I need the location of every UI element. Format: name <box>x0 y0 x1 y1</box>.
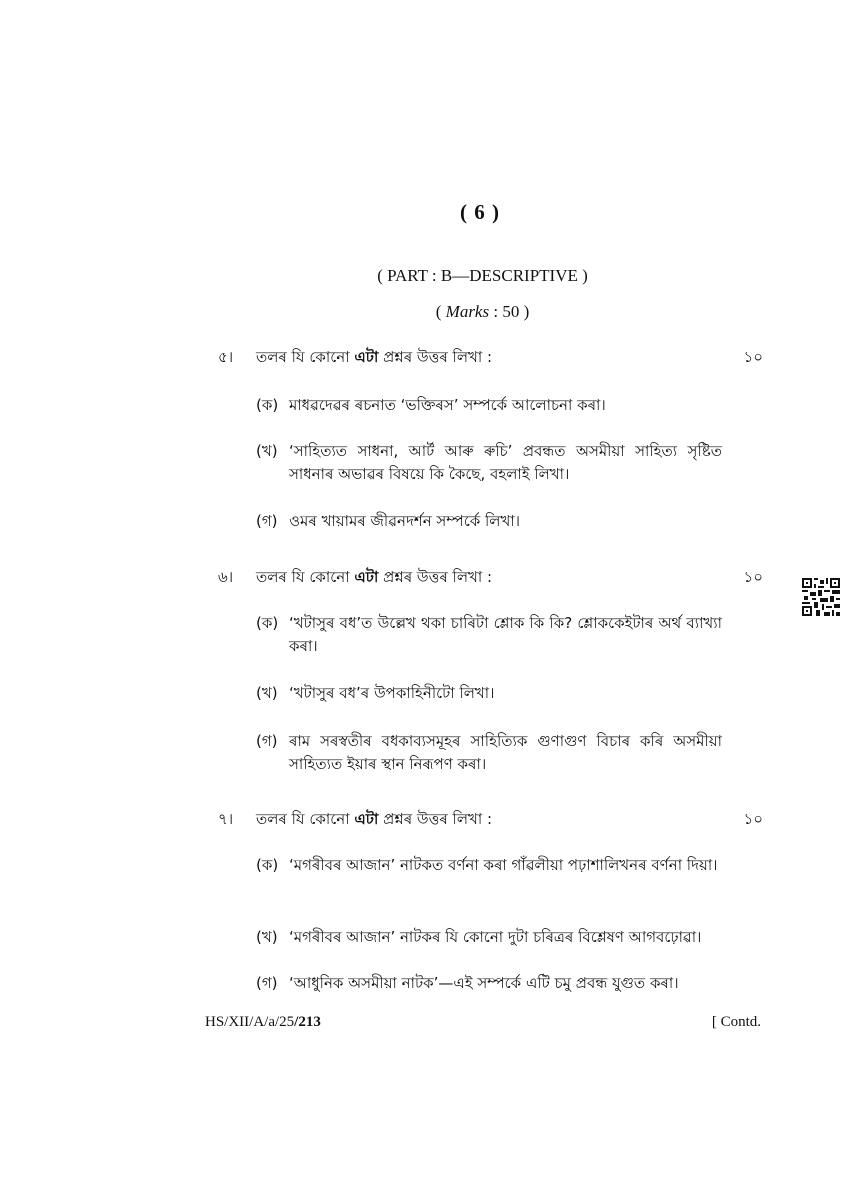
option-7c: (গ) ‘আধুনিক অসমীয়া নাটক’—এই সম্পৰ্কে এটি চমু প্ৰবন্ধ যুগুত কৰা। <box>256 974 679 992</box>
part-title: ( PART : B—DESCRIPTIVE ) <box>377 266 588 285</box>
question-number: ৭। <box>218 810 234 828</box>
question-5 <box>218 346 763 371</box>
page-number: ( 6 ) <box>460 200 500 224</box>
option-6a: (ক) ‘খটাসুৰ বধ’ত উল্লেখ থকা চাৰিটা শ্লোক কি কি? শ্লোককেইটাৰ অৰ্থ ব্যাখ্যা কৰা। <box>256 614 722 655</box>
option-5b: (খ) ‘সাহিত্যত সাধনা, আৰ্ট আৰু ৰুচি’ প্ৰবন্ধত অসমীয়া সাহিত্য সৃষ্টিত সাধনাৰ অভাৱৰ বিষয়ে কি কৈছে, বহলাই লিখা। <box>256 442 722 483</box>
marks-prefix: ( <box>435 302 446 321</box>
question-marks: ১০ <box>743 810 763 828</box>
question-instruction: তলৰ যি কোনো এটা প্ৰশ্নৰ উত্তৰ লিখা : <box>256 810 493 828</box>
option-6c: (গ) ৰাম সৰস্বতীৰ বধকাব্যসমূহৰ সাহিত্যিক গুণাগুণ বিচাৰ কৰি অসমীয়া সাহিত্যত ইয়াৰ স্থান নিৰূপণ কৰা। <box>256 732 722 773</box>
option-7b: (খ) ‘মগৰীবৰ আজান’ নাটকৰ যি কোনো দুটা চৰিত্ৰৰ বিশ্লেষণ আগবঢ়োৱা। <box>256 928 702 946</box>
question-marks: ১০ <box>743 348 763 366</box>
total-marks <box>0 302 853 322</box>
question-marks: ১০ <box>743 568 763 586</box>
question-7 <box>218 808 763 833</box>
question-instruction: তলৰ যি কোনো এটা প্ৰশ্নৰ উত্তৰ লিখা : <box>256 348 493 366</box>
marks-label: Marks <box>445 302 490 321</box>
question-6 <box>218 566 763 591</box>
option-5a: (ক) মাধৱদেৱৰ ৰচনাত ‘ভক্তিৰস’ সম্পৰ্কে আলোচনা কৰা। <box>256 396 606 414</box>
qr-code-icon <box>802 578 840 616</box>
question-number: ৫। <box>218 348 234 366</box>
marks-value: : 50 ) <box>489 302 530 321</box>
option-7a: (ক) ‘মগৰীবৰ আজান’ নাটকত বৰ্ণনা কৰা গাঁৱলীয়া পঢ়াশালিখনৰ বৰ্ণনা দিয়া। <box>256 856 718 874</box>
question-number: ৬। <box>218 568 234 586</box>
option-5c: (গ) ওমৰ খায়ামৰ জীৱনদৰ্শন সম্পৰ্কে লিখা। <box>256 512 521 530</box>
option-6b: (খ) ‘খটাসুৰ বধ’ৰ উপকাহিনীটো লিখা। <box>256 684 495 702</box>
continued-label: [ Contd. <box>711 1014 761 1030</box>
paper-code: HS/XII/A/a/25/213 <box>205 1014 321 1030</box>
question-instruction: তলৰ যি কোনো এটা প্ৰশ্নৰ উত্তৰ লিখা : <box>256 568 493 586</box>
